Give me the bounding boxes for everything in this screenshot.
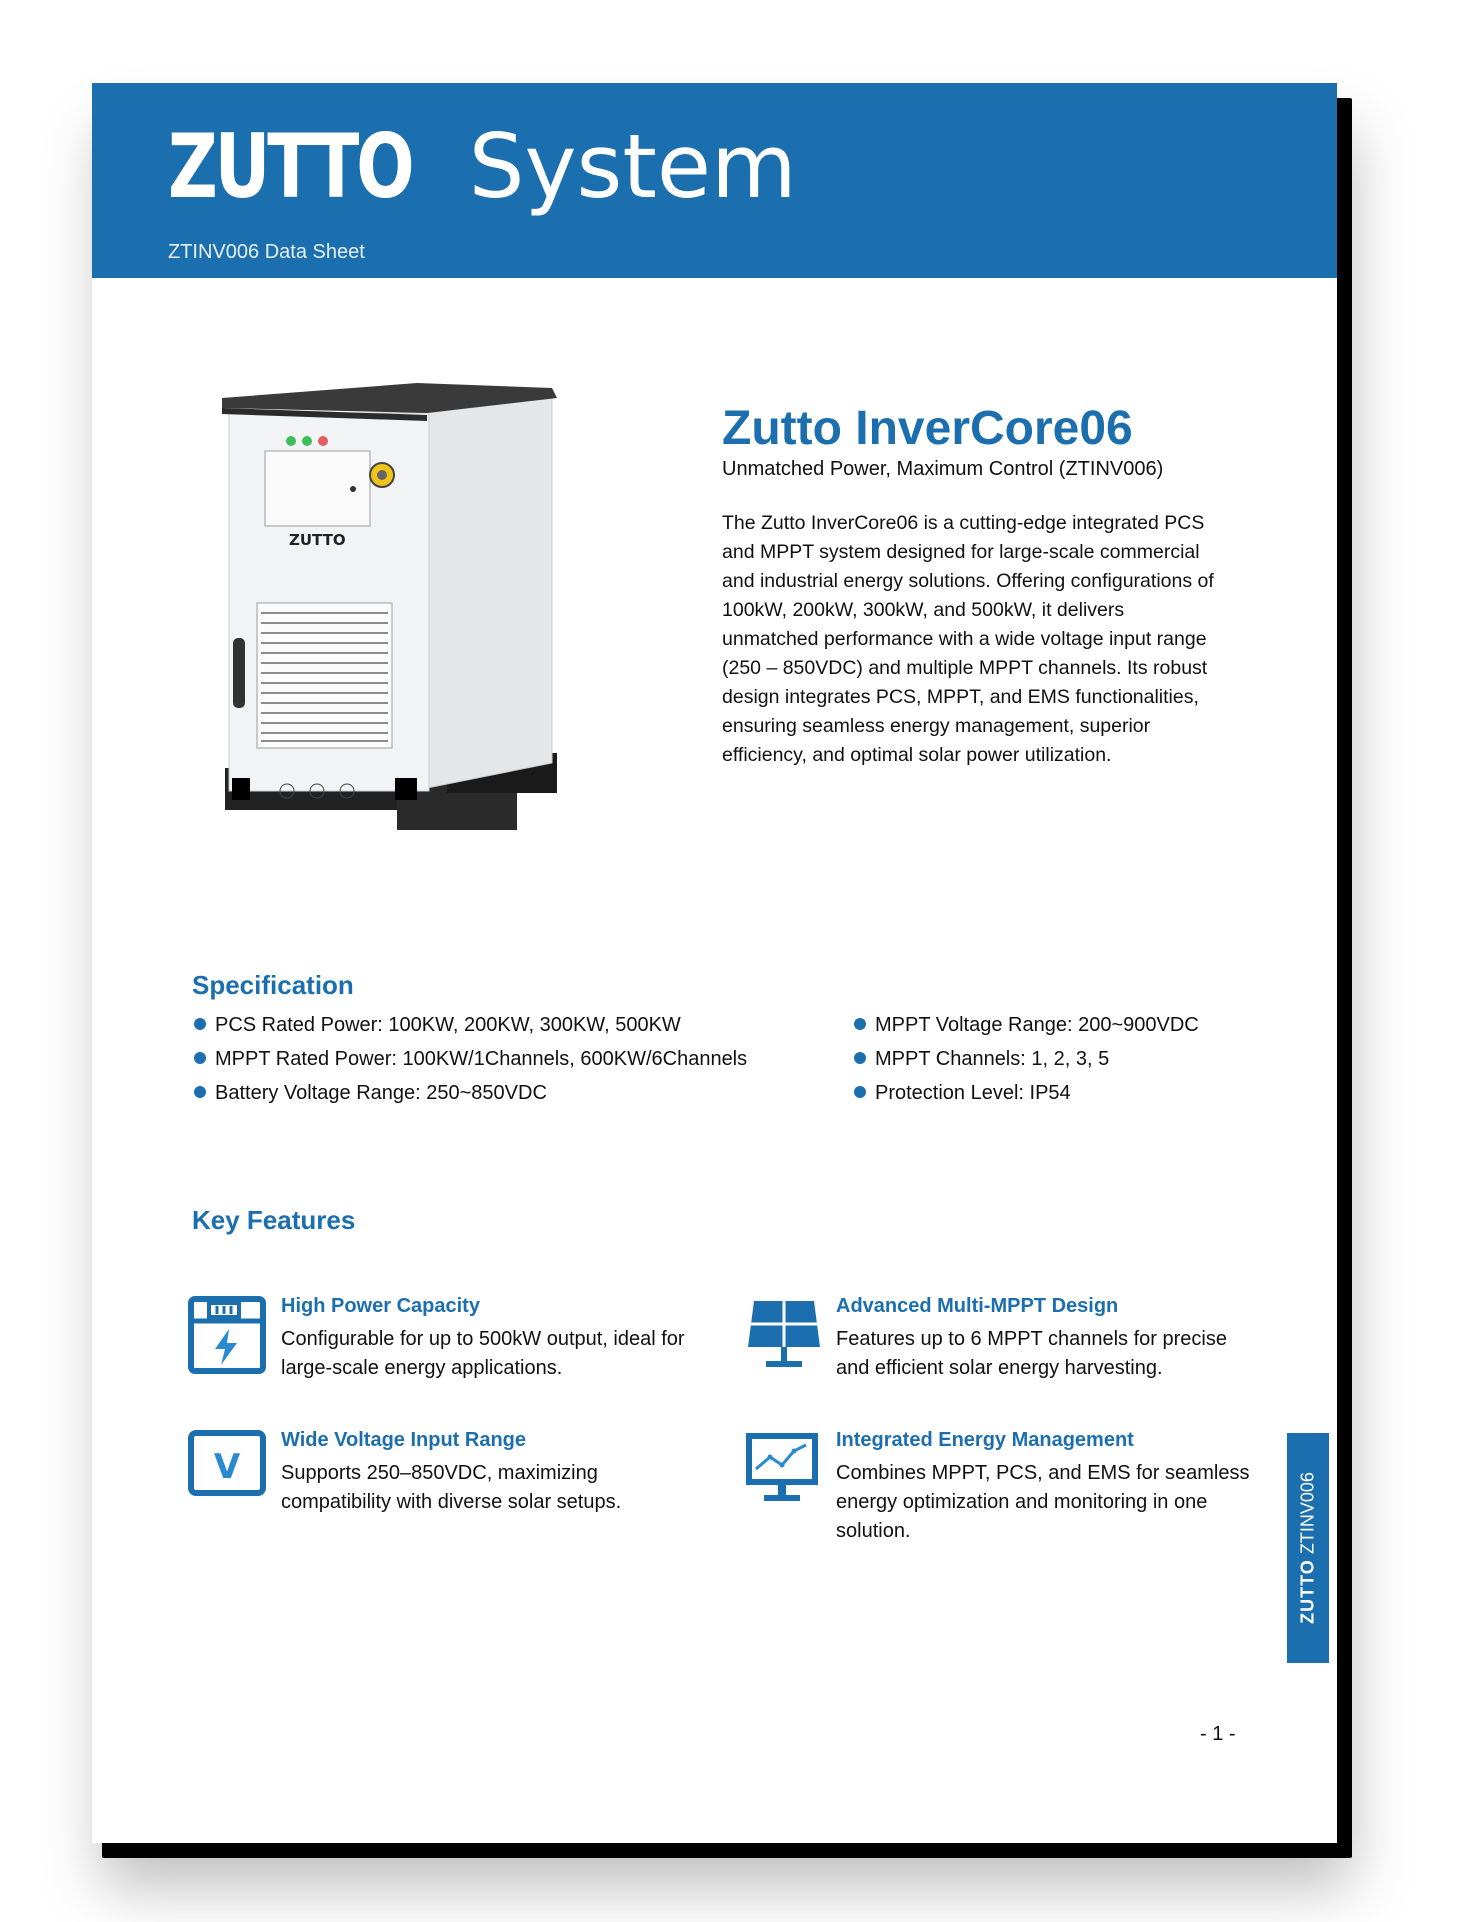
- spec-list-right: [854, 1008, 1199, 1110]
- spec-item: MPPT Channels: 1, 2, 3, 5: [854, 1042, 1199, 1076]
- feature-text: Features up to 6 MPPT channels for precise and efficient solar energy harvesting.: [836, 1328, 1227, 1379]
- brand-logo: ZUTTO: [168, 115, 412, 218]
- feature-title: High Power Capacity: [281, 1295, 480, 1317]
- feature-title: Advanced Multi-MPPT Design: [836, 1295, 1119, 1317]
- spec-item: MPPT Rated Power: 100KW/1Channels, 600KW/6Channels: [194, 1042, 747, 1076]
- feature-text: Configurable for up to 500kW output, ideal for large-scale energy applications.: [281, 1328, 685, 1379]
- voltage-icon: [187, 1429, 267, 1509]
- product-subtitle: Unmatched Power, Maximum Control (ZTINV006): [722, 458, 1164, 480]
- solar-panel-icon: [742, 1295, 822, 1375]
- page-number: - 1 -: [1200, 1723, 1236, 1745]
- feature-title: Wide Voltage Input Range: [281, 1429, 527, 1451]
- battery-bolt-icon: [187, 1295, 267, 1375]
- spec-item: MPPT Voltage Range: 200~900VDC: [854, 1008, 1199, 1042]
- spec-list-left: [194, 1008, 747, 1110]
- product-description: The Zutto InverCore06 is a cutting-edge integrated PCS and MPPT system designed for large-scale commercial and industrial energy solutions. Offering configurations of 100kW, 200kW, 300kW, and 500kW, it delivers unmatched performance with a wide voltage input range (250 – 850VDC) and multiple MPPT channels. Its robust design integrates PCS, MPPT, and EMS functionalities, ensuring seamless energy management, superior efficiency, and optimal solar power utilization.: [722, 512, 1214, 766]
- product-title: Zutto InverCore06: [722, 402, 1133, 455]
- feature-title: Integrated Energy Management: [836, 1429, 1134, 1451]
- voltage-letter: V: [213, 1447, 241, 1487]
- brand-title: [168, 115, 797, 218]
- data-sheet-page: [92, 83, 1337, 1843]
- header-banner: [92, 83, 1337, 278]
- feature-text: Combines MPPT, PCS, and EMS for seamless energy optimization and monitoring in one solution.: [836, 1462, 1250, 1542]
- side-tab-brand: ZUTTO: [1297, 1559, 1318, 1624]
- specification-heading: Specification: [192, 970, 354, 1000]
- side-tab-text: [1298, 1472, 1319, 1624]
- feature-text: Supports 250–850VDC, maximizing compatibility with diverse solar setups.: [281, 1462, 622, 1513]
- product-cabinet-image: [217, 373, 597, 853]
- key-features-heading: Key Features: [192, 1205, 356, 1235]
- spec-item: Battery Voltage Range: 250~850VDC: [194, 1076, 747, 1110]
- cabinet-logo: ZUTTO: [289, 531, 346, 549]
- side-tab-code: ZTINV006: [1297, 1472, 1318, 1555]
- monitor-chart-icon: [742, 1429, 822, 1509]
- brand-system-word: System: [468, 115, 797, 218]
- document-label: ZTINV006 Data Sheet: [168, 241, 365, 263]
- spec-item: Protection Level: IP54: [854, 1076, 1199, 1110]
- spec-item: PCS Rated Power: 100KW, 200KW, 300KW, 500KW: [194, 1008, 747, 1042]
- side-tab: [1287, 1433, 1329, 1663]
